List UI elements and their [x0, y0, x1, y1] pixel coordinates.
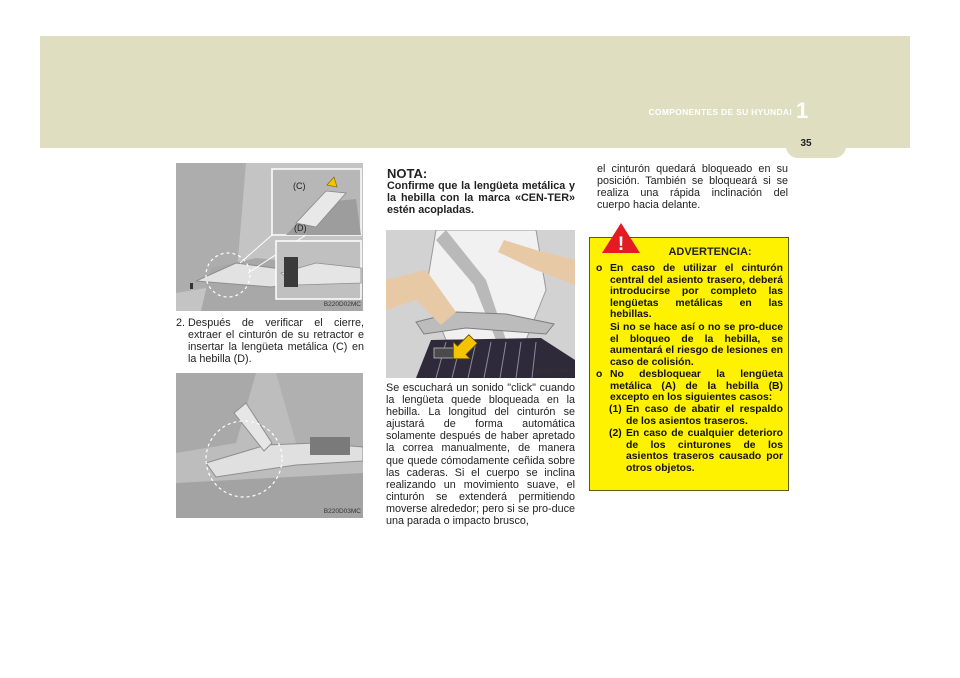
bullet-1-text-2: Si no se hace así o no se pro-duce el bloqueo de la hebilla, se aumentará el riesgo de lesiones en caso de colisión.: [610, 322, 783, 368]
nota-body: Confirme que la lengüeta metálica y la hebilla con la marca «CEN-TER» estén acopladas.: [387, 180, 575, 216]
warning-icon-glyph: !: [617, 234, 625, 254]
seatbelt-illustration-3: [386, 230, 575, 378]
seatbelt-photo-2: [176, 373, 363, 518]
seatbelt-photo-3: [386, 230, 575, 378]
body-paragraph-continued: el cinturón quedará bloqueado en su posición. También se bloqueará si se realiza una rápida inclinación del cuerpo hacia delante.: [597, 163, 788, 212]
image-code: B220D02MC: [323, 301, 361, 308]
label-c: (C): [293, 181, 306, 191]
sub-2-marker: (2): [609, 428, 622, 439]
nota-title: NOTA:: [387, 166, 428, 181]
seatbelt-illustration-2: [176, 373, 363, 518]
bullet-1-text: En caso de utilizar el cinturón central del asiento trasero, deberá introducirse por completo las lengüetas metálicas en las hebillas.: [610, 263, 783, 321]
page-number-tab: [786, 134, 846, 158]
warning-title: ADVERTENCIA:: [668, 246, 752, 258]
seatbelt-illustration-1: [176, 163, 363, 311]
bullet-1-marker: o: [596, 263, 603, 274]
warning-box: [589, 237, 789, 491]
label-d: (D): [294, 223, 307, 233]
image-code: B220D04MC: [535, 368, 573, 375]
step-text: Después de verificar el cierre, extraer el cinturón de su retractor e insertar la lengüeta metálica (C) en la hebilla (D).: [188, 317, 364, 366]
warning-triangle-icon: [601, 222, 641, 254]
step-number: 2.: [176, 317, 186, 329]
bullet-2-text: No desbloquear la lengüeta metálica (A) de la hebilla (B) excepto en los siguientes casos:: [610, 369, 783, 404]
bullet-2-marker: o: [596, 369, 603, 380]
image-code: B220D03MC: [323, 508, 361, 515]
section-title: COMPONENTES DE SU HYUNDAI: [648, 107, 792, 117]
sub-1-marker: (1): [609, 404, 622, 415]
sub-2-text: En caso de cualquier deterioro de los cinturones de los asientos traseros causado por otros objetos.: [626, 428, 783, 474]
seatbelt-photo-1: [176, 163, 363, 311]
sub-1-text: En caso de abatir el respaldo de los asientos traseros.: [626, 404, 783, 427]
header-band: [40, 36, 910, 148]
body-paragraph-click: Se escuchará un sonido "click" cuando la lengüeta quede bloqueada en la hebilla. La longitud del cinturón se ajustará de forma automática solamente después de haber apretado la correa manualmente, de manera que quede cómodamente ceñida sobre las caderas. Si el cuerpo se inclina realizando un movimiento suave, el cinturón se extenderá permitiendo moverse alrededor; pero si se pro-duce una parada o impacto brusco,: [386, 382, 575, 528]
section-number: 1: [796, 98, 809, 123]
page-number: 35: [800, 138, 812, 149]
